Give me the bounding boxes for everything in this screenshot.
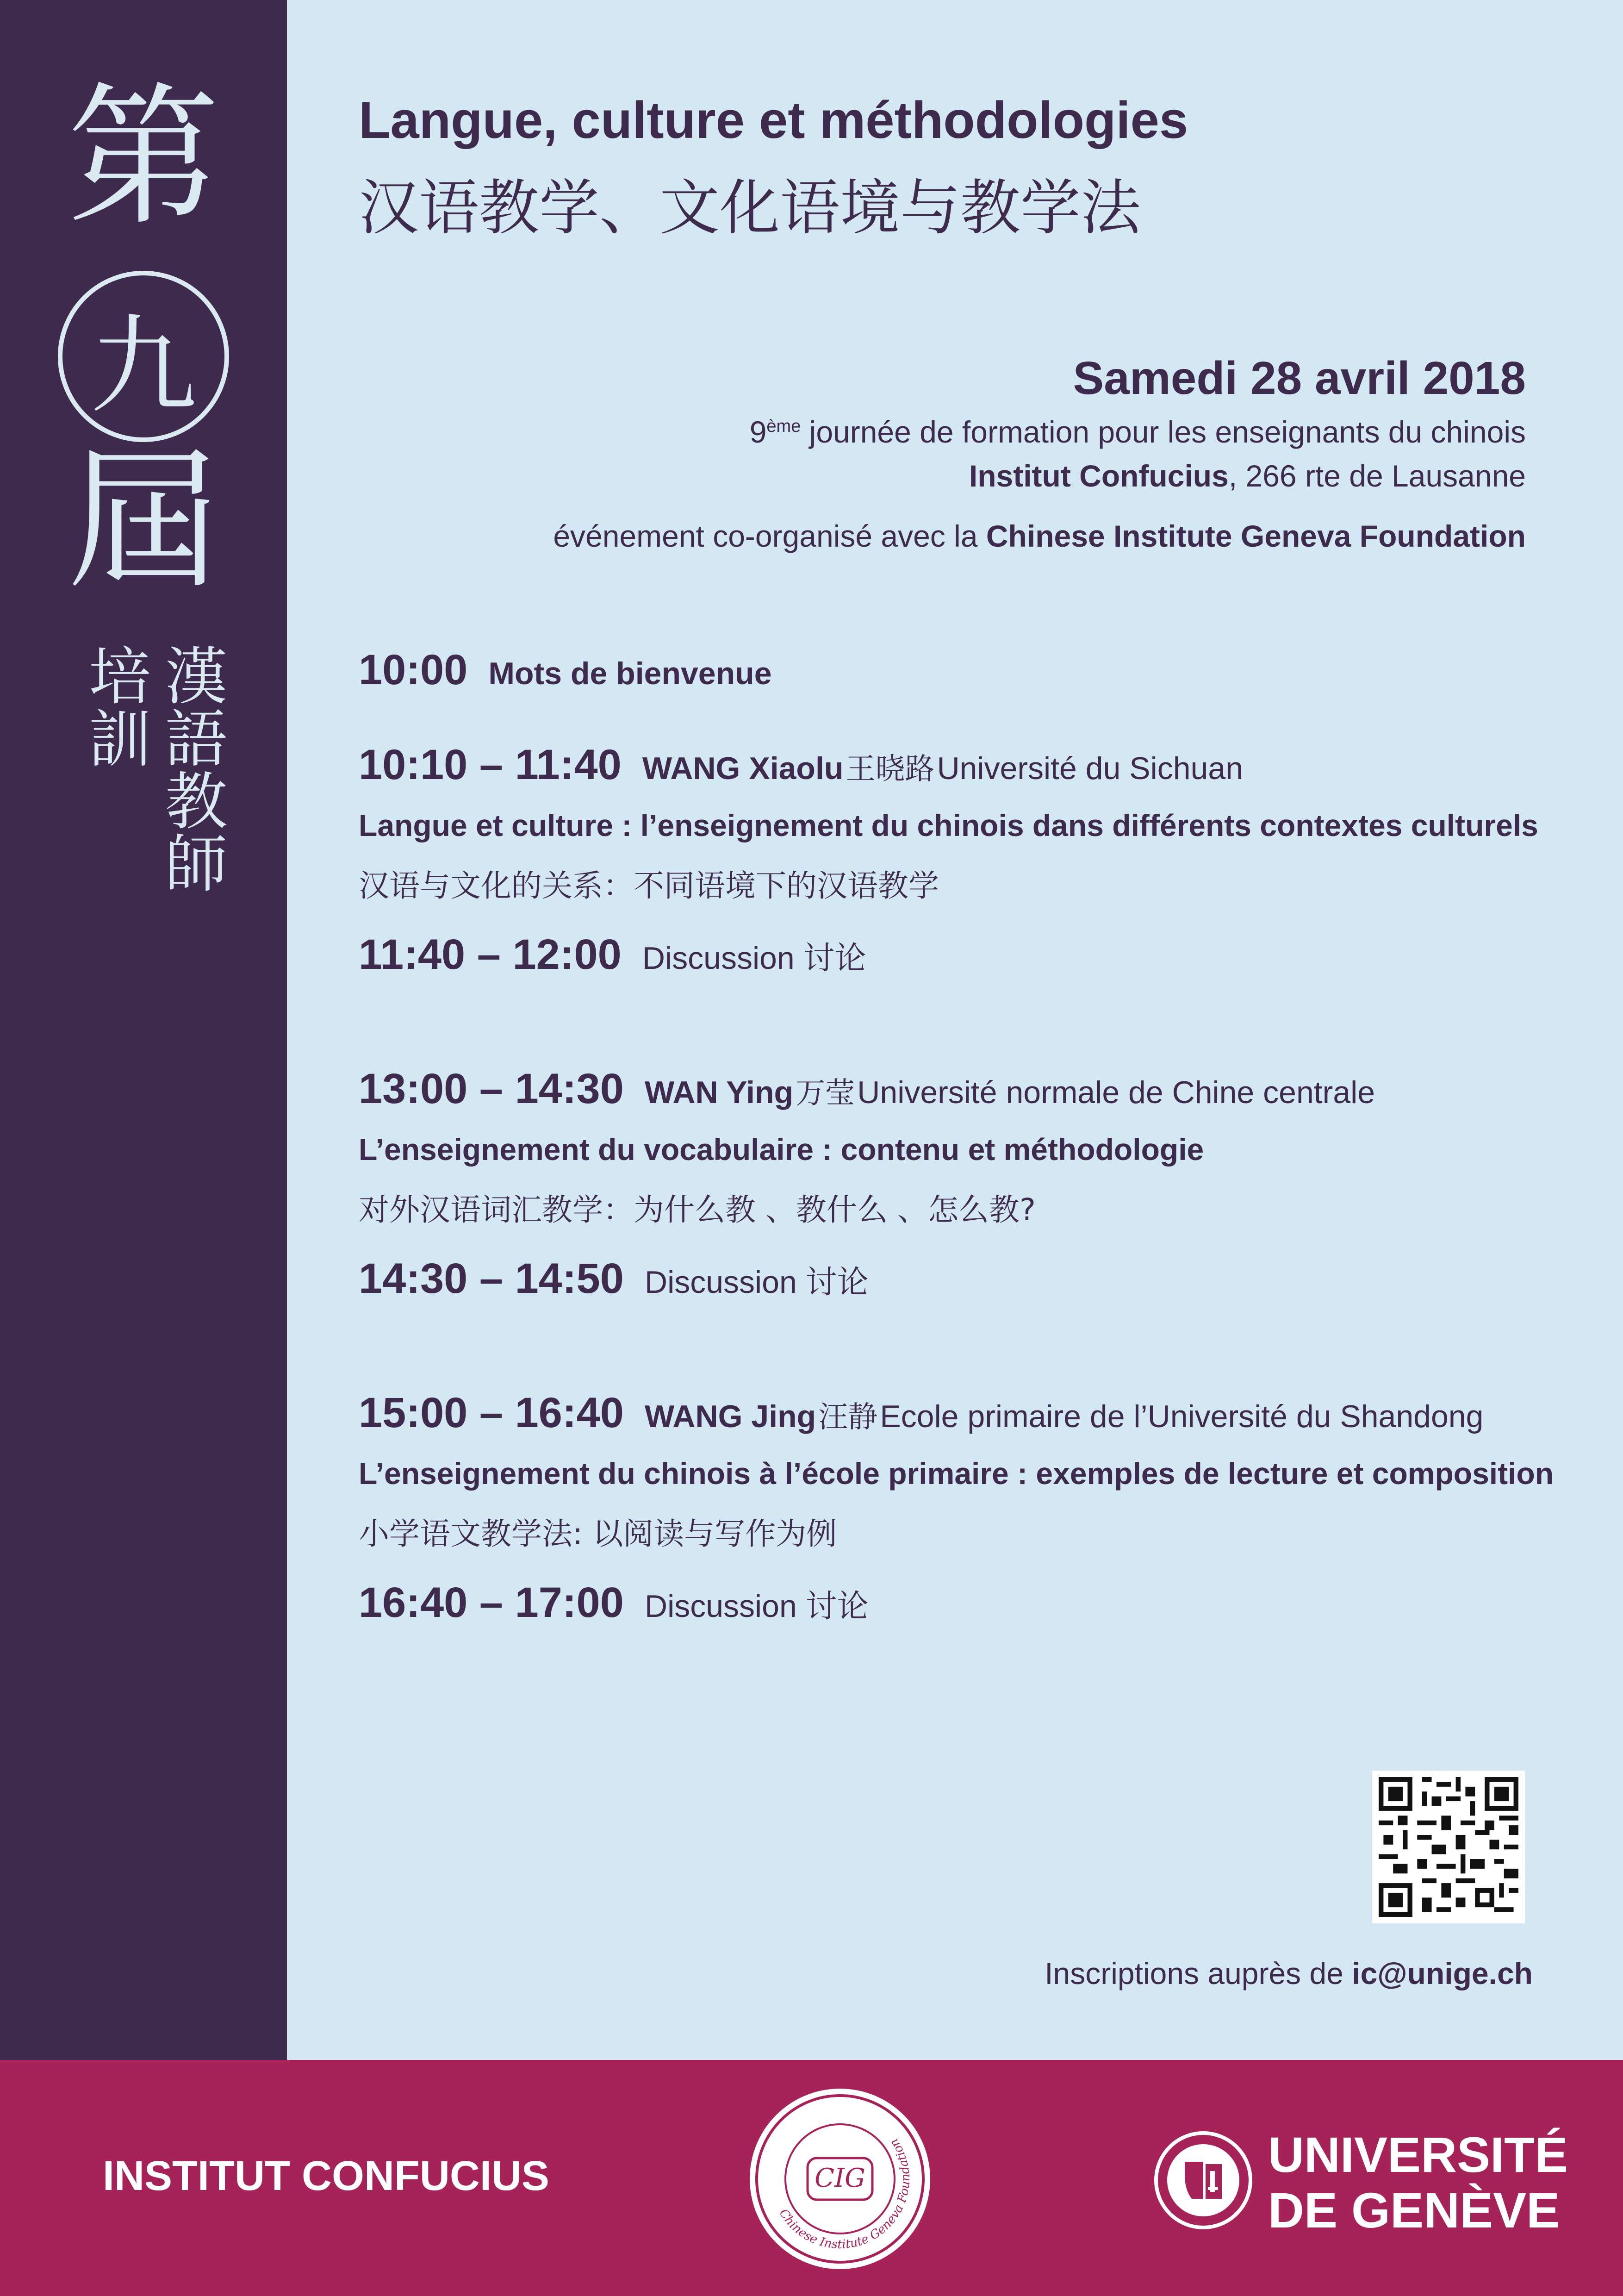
sidebar-char-circle [58, 271, 229, 442]
talk-title-cn: 小学语文教学法: 以阅读与写作为例 [359, 1516, 837, 1552]
event-desc-text: journée de formation pour les enseignants du chinois [801, 415, 1526, 449]
schedule-time: 10:00 [359, 646, 468, 693]
cig-ring-text: Chinese Institute Geneva Foundation [776, 2136, 913, 2252]
coorg-name: Chinese Institute Geneva Foundation [986, 519, 1526, 553]
registration-prefix: Inscriptions auprès de [1045, 1956, 1352, 1990]
talk-title-fr: L’enseignement du chinois à l’école primaire : exemples de lecture et composition [359, 1456, 1554, 1491]
unige-line-2: DE GENÈVE [1268, 2182, 1560, 2238]
event-description [750, 414, 1526, 449]
event-date: Samedi 28 avril 2018 [1073, 352, 1526, 404]
ordinal-number: 9 [749, 415, 767, 449]
unige-seal-icon [1152, 2129, 1254, 2231]
sidebar-char-bottom: 屆 [67, 432, 220, 610]
sidebar-char-circle-text: 九 [90, 304, 197, 428]
location-address: , 266 rte de Lausanne [1228, 459, 1526, 493]
sidebar-col-right: 漢語教師 [155, 643, 227, 893]
speaker-cn-name: 万莹 [796, 1076, 855, 1111]
speaker-cn-name: 汪静 [818, 1400, 878, 1435]
schedule-discussion-3 [359, 1578, 869, 1627]
ordinal-suffix: ème [766, 417, 801, 436]
speaker-affiliation: Ecole primaire de l’Université du Shandong [880, 1399, 1484, 1434]
event-location [969, 458, 1526, 493]
speaker-name: WAN Ying [644, 1075, 794, 1110]
schedule-time: 13:00 – 14:30 [359, 1065, 624, 1112]
qr-code-image [1379, 1777, 1518, 1917]
sidebar [0, 0, 287, 2060]
speaker-affiliation: Université normale de Chine centrale [857, 1075, 1375, 1110]
schedule-discussion-1 [359, 930, 866, 979]
cig-seal-icon [750, 2089, 930, 2269]
qr-code[interactable] [1372, 1771, 1525, 1923]
schedule-label: Discussion 讨论 [642, 941, 866, 976]
registration-contact [1045, 1956, 1533, 1991]
location-name: Institut Confucius [969, 459, 1229, 493]
schedule-time: 14:30 – 14:50 [359, 1255, 624, 1302]
schedule-time: 10:10 – 11:40 [359, 741, 622, 788]
speaker-cn-name: 王晓路 [846, 752, 935, 786]
unige-wordmark [1268, 2127, 1568, 2238]
coorg-prefix: événement co-organisé avec la [553, 519, 986, 553]
page-title-fr: Langue, culture et méthodologies [359, 91, 1188, 149]
schedule-session-1 [359, 741, 1243, 789]
schedule-label: Discussion 讨论 [644, 1589, 869, 1624]
talk-title-fr: Langue et culture : l’enseignement du chinois dans différents contextes culturels [359, 808, 1538, 842]
speaker-name: WANG Xiaolu [642, 751, 844, 786]
schedule-session-2 [359, 1065, 1375, 1113]
event-coorganizer [553, 518, 1526, 554]
schedule-welcome [359, 646, 772, 694]
schedule-time: 15:00 – 16:40 [359, 1389, 624, 1436]
schedule-label: Mots de bienvenue [488, 656, 772, 691]
page-title-cn: 汉语教学、文化语境与教学法 [359, 173, 1141, 243]
talk-title-cn: 对外汉语词汇教学：为什么教 、教什么 、怎么教? [359, 1192, 1036, 1228]
registration-email[interactable]: ic@unige.ch [1352, 1956, 1533, 1990]
talk-title-fr: L’enseignement du vocabulaire : contenu et méthodologie [359, 1132, 1204, 1167]
talk-title-cn: 汉语与文化的关系：不同语境下的汉语教学 [359, 868, 939, 904]
schedule-time: 16:40 – 17:00 [359, 1579, 624, 1626]
speaker-name: WANG Jing [644, 1399, 816, 1434]
cig-text: CIG [815, 2163, 865, 2193]
schedule-session-3 [359, 1389, 1483, 1437]
schedule-time: 11:40 – 12:00 [359, 931, 622, 978]
sidebar-char-top: 第 [67, 69, 220, 246]
sidebar-col-left: 培訓 [78, 643, 151, 768]
speaker-affiliation: Université du Sichuan [937, 751, 1244, 786]
unige-line-1: UNIVERSITÉ [1268, 2127, 1568, 2183]
cig-logo [750, 2089, 930, 2269]
schedule-discussion-2 [359, 1254, 869, 1303]
institut-confucius-label: INSTITUT CONFUCIUS [103, 2153, 549, 2199]
schedule-label: Discussion 讨论 [644, 1265, 869, 1300]
